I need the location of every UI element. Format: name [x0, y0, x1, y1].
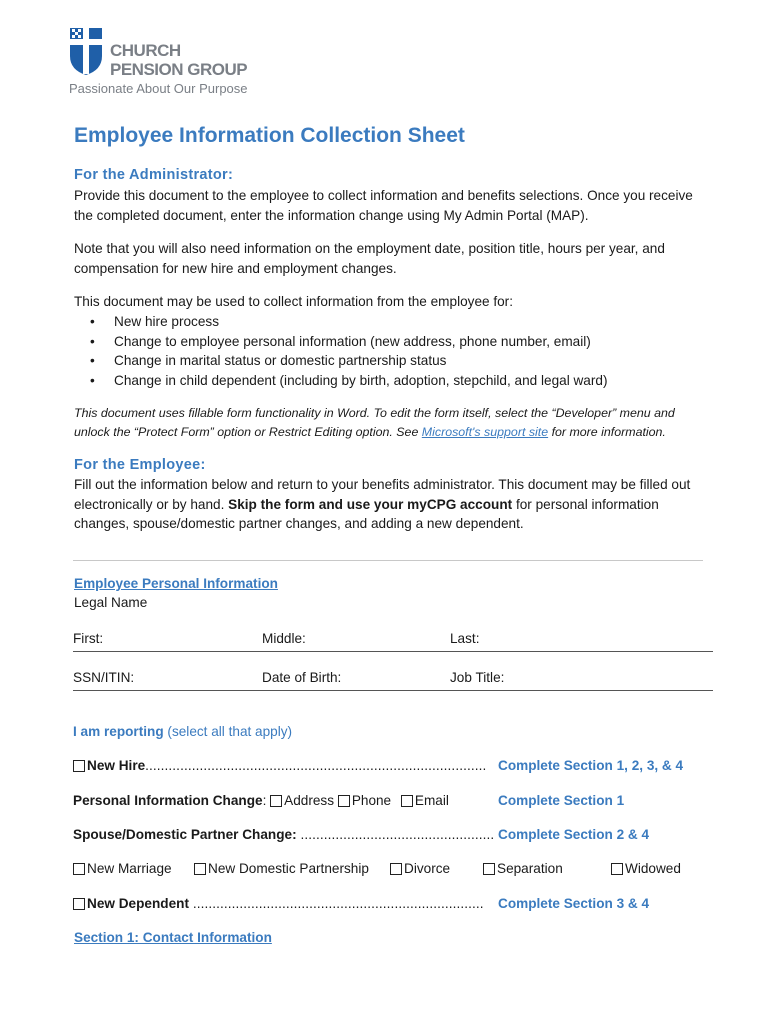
- new-dependent-row: [73, 896, 713, 916]
- leader-dots: ........................................................................................: [145, 758, 487, 773]
- employee-paragraph: [74, 475, 714, 534]
- church-pension-group-logo: [68, 26, 268, 96]
- first-name-field[interactable]: First:: [73, 631, 104, 646]
- new-dependent-label: New Dependent: [87, 896, 189, 911]
- new-hire-complete: Complete Section 1, 2, 3, & 4: [498, 758, 684, 773]
- address-label: Address: [284, 793, 335, 808]
- divorce-label: Divorce: [404, 861, 451, 876]
- admin-paragraph-2: Note that you will also need information on the employment date, position title, hours per year, and compensation for new hire and employment changes.: [74, 241, 665, 276]
- employee-text-end: for personal information changes, spouse/domestic partner changes, and adding a new dependent.: [74, 496, 659, 531]
- logo-text-line1: CHURCH: [110, 41, 181, 60]
- divider: [73, 560, 703, 561]
- reporting-heading: [73, 724, 292, 744]
- separation-option: [483, 861, 563, 876]
- new-hire-checkbox[interactable]: [73, 760, 85, 772]
- ssn-field[interactable]: SSN/ITIN:: [73, 670, 135, 685]
- personal-info-change-row: [73, 793, 713, 813]
- spouse-change-option: [73, 827, 494, 842]
- form-note: [74, 404, 714, 442]
- separation-label: Separation: [497, 861, 563, 876]
- widowed-label: Widowed: [625, 861, 681, 876]
- reporting-heading-bold: I am reporting: [73, 724, 164, 739]
- email-label: Email: [414, 793, 449, 808]
- logo-text-line2: PENSION GROUP: [110, 60, 248, 79]
- id-fields-row: [73, 670, 713, 691]
- page-title: Employee Information Collection Sheet: [74, 124, 465, 147]
- phone-checkbox[interactable]: [338, 795, 350, 807]
- name-fields-row: [73, 631, 713, 652]
- new-hire-label: New Hire: [87, 758, 146, 773]
- legal-name-label: Legal Name: [74, 595, 148, 610]
- admin-bullet-list: [74, 312, 607, 390]
- colon: :: [262, 793, 267, 808]
- new-dp-option: [194, 861, 369, 876]
- microsoft-support-link[interactable]: Microsoft's support site: [421, 425, 549, 439]
- leader-dots: ...........................................................................: [188, 896, 484, 911]
- logo-tagline: Passionate About Our Purpose: [69, 81, 248, 96]
- separation-checkbox[interactable]: [483, 863, 495, 875]
- divorce-option: [390, 861, 450, 876]
- employee-text-bold: Skip the form and use your myCPG account: [228, 496, 513, 512]
- list-item: • Change in marital status or domestic partnership status: [74, 351, 607, 371]
- employee-heading: For the Employee:: [74, 457, 206, 473]
- employee-personal-information-heading: Employee Personal Information: [74, 576, 278, 591]
- middle-name-field[interactable]: Middle:: [262, 631, 306, 646]
- admin-heading: For the Administrator:: [74, 167, 234, 183]
- form-note-text: This document uses fillable form functionality in Word. To edit the form itself, select the “Developer” menu and unlock the “Protect Form” option or Restrict Editing option. See: [74, 406, 675, 439]
- spouse-change-label: Spouse/Domestic Partner Change:: [73, 827, 297, 842]
- reporting-heading-rest: (select all that apply): [163, 724, 293, 739]
- section-1-heading: Section 1: Contact Information: [74, 930, 272, 945]
- widowed-checkbox[interactable]: [611, 863, 623, 875]
- new-domestic-partnership-label: New Domestic Partnership: [208, 861, 369, 876]
- personal-info-change-option: [73, 793, 449, 808]
- admin-paragraph-3: This document may be used to collect information from the employee for:: [74, 294, 513, 309]
- divorce-checkbox[interactable]: [390, 863, 402, 875]
- last-name-field[interactable]: Last:: [450, 631, 480, 646]
- form-note-text-end: for more information.: [548, 425, 666, 439]
- widowed-option: [611, 861, 681, 876]
- job-title-field[interactable]: Job Title:: [450, 670, 505, 685]
- leader-dots: ..................................................: [296, 827, 495, 842]
- new-dependent-complete: Complete Section 3 & 4: [498, 896, 650, 911]
- personal-info-change-complete: Complete Section 1: [498, 793, 625, 808]
- list-item: • Change to employee personal information (new address, phone number, email): [74, 332, 607, 352]
- address-checkbox[interactable]: [270, 795, 282, 807]
- church-shield-icon: [68, 26, 104, 76]
- new-marriage-option: [73, 861, 172, 876]
- spouse-change-complete: Complete Section 2 & 4: [498, 827, 650, 842]
- admin-paragraph-1: Provide this document to the employee to collect information and benefits selections. Once you receive the completed document, enter the information change using My Admin Portal (MAP).: [74, 188, 693, 223]
- spouse-change-row: [73, 827, 713, 847]
- employee-text: Fill out the information below and return to your benefits administrator. This document may be filled out electronically or by hand.: [74, 477, 691, 512]
- email-checkbox[interactable]: [401, 795, 413, 807]
- personal-info-change-label: Personal Information Change: [73, 793, 263, 808]
- new-hire-row: [73, 758, 713, 778]
- new-dependent-checkbox[interactable]: [73, 898, 85, 910]
- new-hire-option: [73, 758, 486, 773]
- new-marriage-label: New Marriage: [87, 861, 172, 876]
- new-domestic-partnership-checkbox[interactable]: [194, 863, 206, 875]
- new-marriage-checkbox[interactable]: [73, 863, 85, 875]
- phone-label: Phone: [351, 793, 392, 808]
- list-item: • Change in child dependent (including by birth, adoption, stepchild, and legal ward): [74, 371, 607, 391]
- marital-status-row: [73, 861, 713, 881]
- new-dependent-option: [73, 896, 484, 911]
- date-of-birth-field[interactable]: Date of Birth:: [262, 670, 342, 685]
- list-item: • New hire process: [74, 312, 607, 332]
